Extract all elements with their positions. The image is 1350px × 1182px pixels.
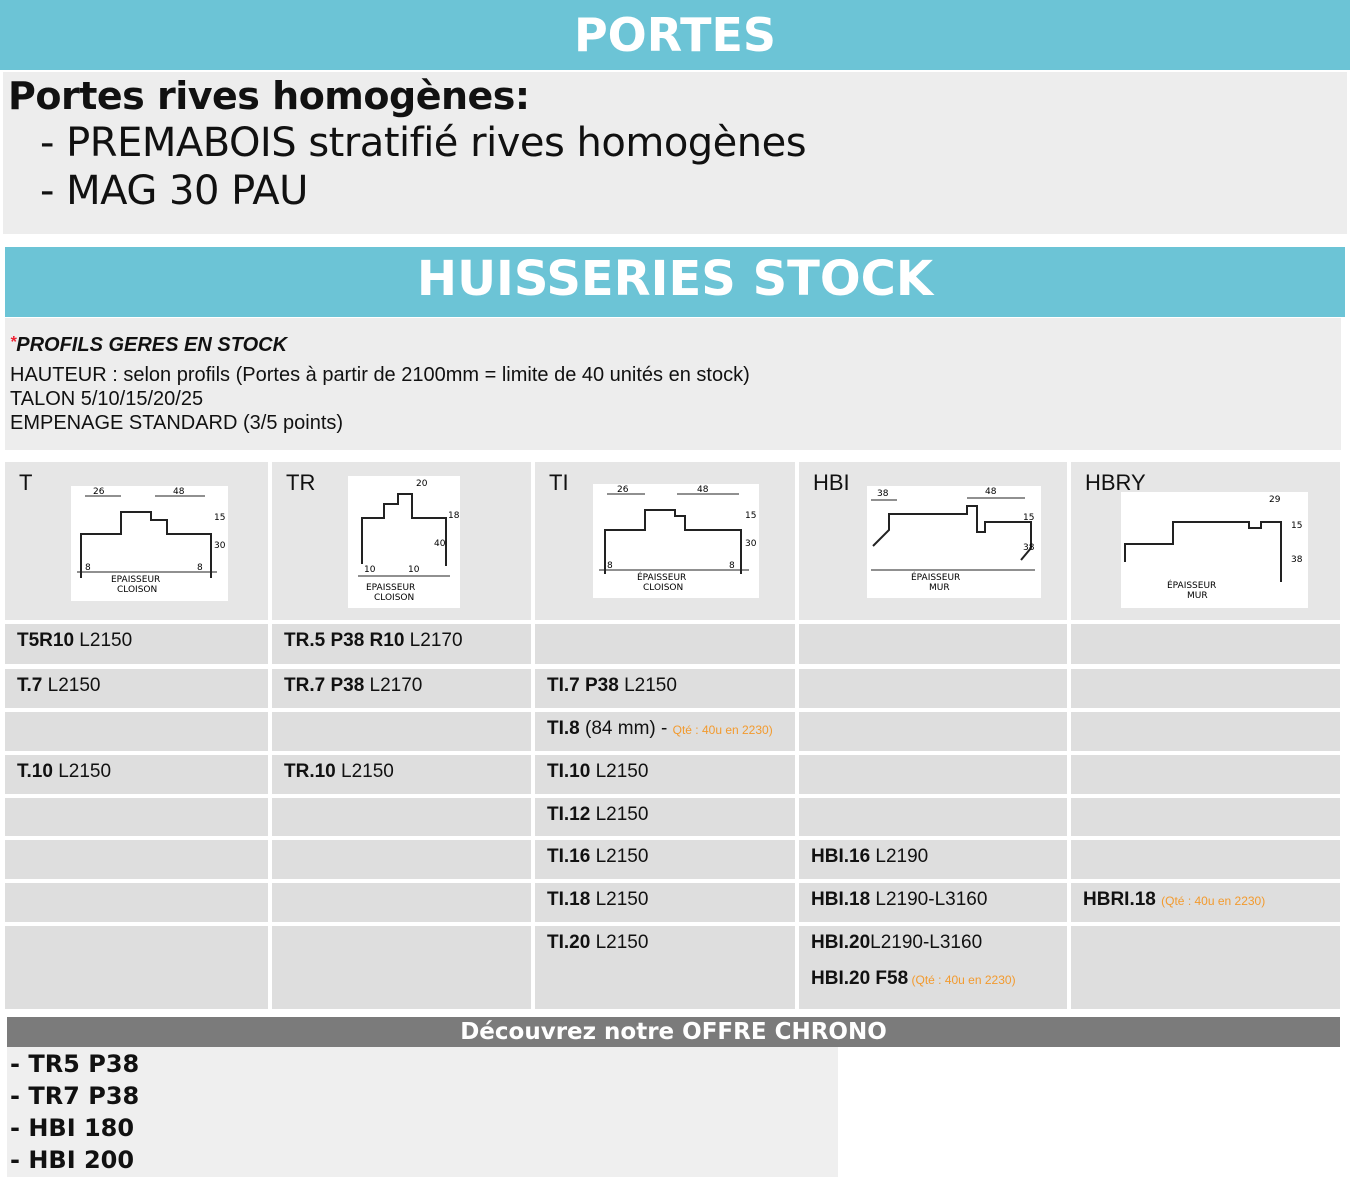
- profile-detail: L2190-L3160: [870, 889, 988, 910]
- portes-header: PORTES: [0, 0, 1350, 70]
- column-header-t: [5, 462, 268, 620]
- profile-code: TI.16: [547, 846, 591, 867]
- profile-detail: L2150: [52, 761, 112, 782]
- chrono-item: - HBI 180: [10, 1114, 135, 1142]
- profile-code: T.7: [17, 675, 43, 696]
- dim-label: 38: [1023, 543, 1035, 553]
- table-cell: [1071, 755, 1340, 794]
- profile-code: T.10: [17, 761, 53, 782]
- profile-detail: L2170: [404, 630, 463, 651]
- table-cell: [272, 624, 531, 664]
- profile-code: HBI.20: [811, 932, 871, 953]
- profile-detail: L2150: [590, 932, 649, 953]
- table-cell: [5, 669, 268, 708]
- table-cell: [5, 798, 268, 836]
- dim-label: 15: [1023, 513, 1035, 523]
- dim-label: 30: [745, 539, 757, 549]
- profile-code: HBI.18: [811, 889, 871, 910]
- chrono-item: - TR5 P38: [10, 1050, 140, 1078]
- dim-label: 40: [434, 539, 446, 549]
- dim-label: 48: [697, 485, 709, 495]
- column-label: HBRY: [1085, 470, 1146, 495]
- dim-label: 10: [408, 565, 420, 575]
- asterisk: *: [10, 334, 17, 351]
- table-cell: [5, 840, 268, 879]
- table-cell: [272, 840, 531, 879]
- profile-code: HBI.20 F58: [811, 968, 909, 989]
- diagram-caption: EPAISSEUR: [366, 583, 416, 593]
- table-cell: [272, 712, 531, 751]
- column-header-hbry: [1071, 462, 1340, 620]
- profile-ti-diagram: [593, 484, 759, 598]
- dim-label: 38: [877, 489, 889, 499]
- profile-code: TR.7 P38: [284, 675, 365, 696]
- diagram-caption: MUR: [929, 583, 950, 593]
- table-cell: [272, 926, 531, 1009]
- diagram-caption: EPAISSEUR: [111, 575, 161, 585]
- table-cell: [799, 926, 1067, 1009]
- profile-detail: L2150: [590, 889, 649, 910]
- table-cell: [1071, 624, 1340, 664]
- huisseries-header: HUISSERIES STOCK: [5, 247, 1345, 317]
- profile-detail: (84 mm) -: [579, 718, 673, 739]
- profile-code: HBRI.18: [1083, 889, 1156, 910]
- profile-code: HBI.16: [811, 846, 871, 867]
- profile-detail: L2150: [618, 675, 677, 696]
- table-cell: [535, 669, 795, 708]
- profile-tr-diagram: [348, 476, 460, 608]
- chrono-item: - HBI 200: [10, 1146, 135, 1174]
- profile-detail: L2190-L3160: [870, 932, 983, 953]
- profile-detail: L2170: [364, 675, 423, 696]
- profile-code: TR.10: [284, 761, 336, 782]
- profile-code: TI.8: [547, 718, 580, 739]
- table-cell: [1071, 926, 1340, 1009]
- table-cell: [1071, 840, 1340, 879]
- dim-label: 29: [1269, 495, 1281, 505]
- table-cell: [5, 712, 268, 751]
- diagram-caption: ÉPAISSEUR: [637, 573, 687, 583]
- chrono-header: Découvrez notre OFFRE CHRONO: [7, 1017, 1340, 1047]
- column-label: TR: [286, 470, 316, 495]
- table-cell: [535, 798, 795, 836]
- column-label: TI: [549, 470, 569, 495]
- portes-item: - PREMABOIS stratifié rives homogènes: [40, 120, 807, 166]
- table-cell: [1071, 669, 1340, 708]
- table-cell: [272, 669, 531, 708]
- diagram-caption: ÉPAISSEUR: [1167, 581, 1217, 591]
- table-cell: [799, 624, 1067, 664]
- table-cell: [799, 755, 1067, 794]
- table-cell: [1071, 883, 1340, 922]
- profile-code: TI.7 P38: [547, 675, 619, 696]
- table-cell: [535, 624, 795, 664]
- dim-label: 48: [985, 487, 997, 497]
- profile-detail: L2190: [870, 846, 929, 867]
- table-cell: [799, 669, 1067, 708]
- profile-code: T5R10: [17, 630, 75, 651]
- table-cell: [799, 883, 1067, 922]
- dim-label: 8: [729, 561, 735, 571]
- profiles-title: [10, 334, 287, 357]
- profile-detail: L2150: [590, 761, 649, 782]
- profiles-height-line: HAUTEUR : selon profils (Portes à partir de 2100mm = limite de 40 unités en stock): [10, 364, 750, 386]
- dim-label: 8: [85, 563, 91, 573]
- diagram-caption: ÉPAISSEUR: [911, 573, 961, 583]
- diagram-caption: CLOISON: [643, 583, 684, 593]
- profiles-empenage-line: EMPENAGE STANDARD (3/5 points): [10, 412, 344, 434]
- dim-label: 15: [745, 511, 757, 521]
- dim-label: 8: [607, 561, 613, 571]
- profile-detail: L2150: [74, 630, 133, 651]
- profile-detail: L2150: [590, 846, 649, 867]
- portes-item: - MAG 30 PAU: [40, 168, 308, 214]
- profile-code: TI.18: [547, 889, 591, 910]
- dim-label: 15: [1291, 521, 1303, 531]
- quantity-note: (Qté : 40u en 2230): [908, 973, 1016, 987]
- table-cell: [5, 883, 268, 922]
- column-label: T: [19, 470, 33, 495]
- dim-label: 30: [214, 541, 226, 551]
- table-cell: [272, 883, 531, 922]
- table-cell: [5, 624, 268, 664]
- table-cell: [799, 798, 1067, 836]
- dim-label: 20: [416, 479, 428, 489]
- dim-label: 26: [617, 485, 629, 495]
- quantity-note: (Qté : 40u en 2230): [1161, 894, 1266, 908]
- diagram-caption: MUR: [1187, 591, 1208, 601]
- profile-hbry-diagram: [1121, 492, 1308, 608]
- dim-label: 8: [197, 563, 203, 573]
- dim-label: 10: [364, 565, 376, 575]
- profile-code: TI.10: [547, 761, 591, 782]
- table-cell: [1071, 798, 1340, 836]
- table-cell: [272, 755, 531, 794]
- table-cell: [799, 840, 1067, 879]
- profile-code: TR.5 P38 R10: [284, 630, 405, 651]
- table-cell: [535, 926, 795, 1009]
- dim-label: 48: [173, 487, 185, 497]
- profile-code: TI.12: [547, 804, 591, 825]
- table-cell: [5, 926, 268, 1009]
- table-cell: [272, 798, 531, 836]
- profile-detail: L2150: [42, 675, 101, 696]
- dim-label: 15: [214, 513, 226, 523]
- table-cell: [799, 712, 1067, 751]
- column-header-ti: [535, 462, 795, 620]
- table-cell: [1071, 712, 1340, 751]
- profiles-title-text: PROFILS GERES EN STOCK: [16, 334, 288, 356]
- profile-code: TI.20: [547, 932, 591, 953]
- table-cell: [535, 883, 795, 922]
- dim-label: 26: [93, 487, 105, 497]
- table-cell: [5, 755, 268, 794]
- profile-detail: L2150: [590, 804, 649, 825]
- dim-label: 38: [1291, 555, 1303, 565]
- chrono-item: - TR7 P38: [10, 1082, 140, 1110]
- column-label: HBI: [813, 470, 850, 495]
- quantity-note: Qté : 40u en 2230): [672, 723, 773, 737]
- table-cell: [535, 712, 795, 751]
- table-cell: [535, 840, 795, 879]
- diagram-caption: CLOISON: [117, 585, 158, 595]
- profiles-talon-line: TALON 5/10/15/20/25: [10, 388, 204, 410]
- table-cell: [535, 755, 795, 794]
- diagram-caption: CLOISON: [374, 593, 415, 603]
- portes-heading: Portes rives homogènes:: [8, 74, 530, 118]
- column-header-hbi: [799, 462, 1067, 620]
- dim-label: 18: [448, 511, 460, 521]
- column-header-tr: [272, 462, 531, 620]
- profile-hbi-diagram: [867, 486, 1041, 598]
- profile-detail: L2150: [335, 761, 394, 782]
- profile-t-diagram: [71, 486, 228, 601]
